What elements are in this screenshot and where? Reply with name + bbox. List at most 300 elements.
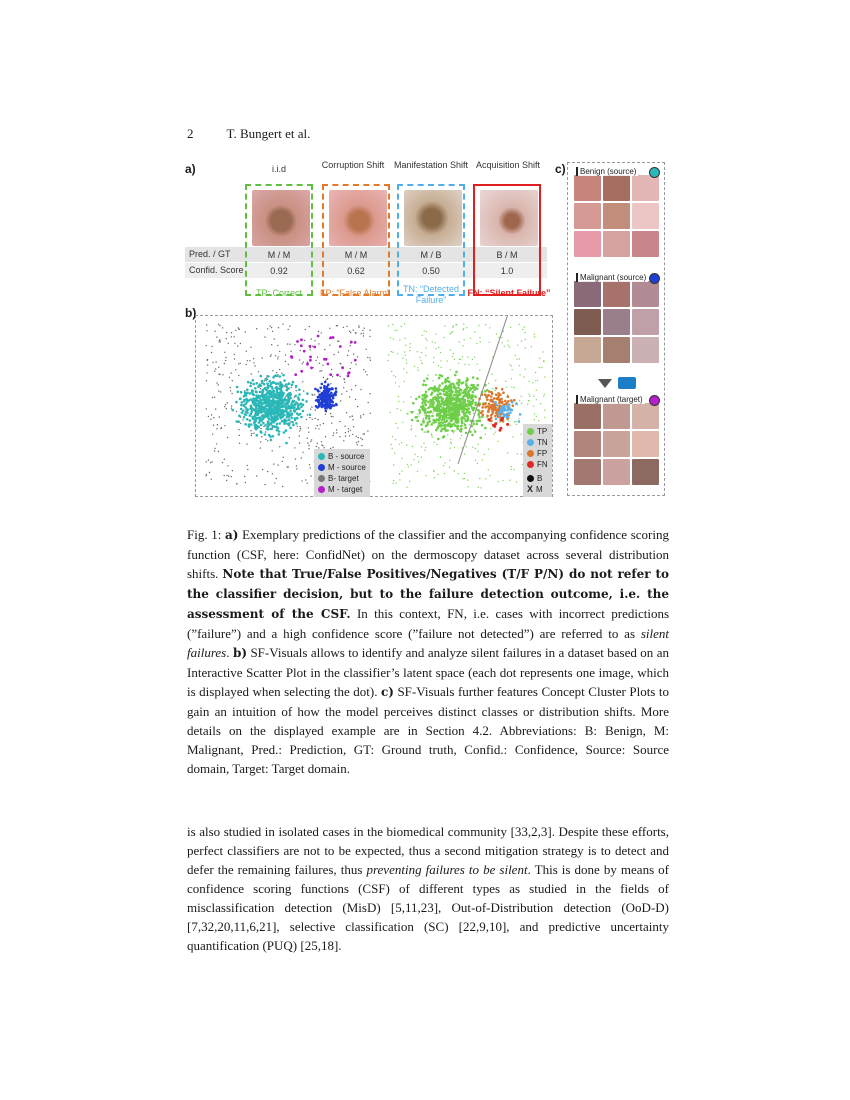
scatter-point-tp[interactable] xyxy=(434,385,437,388)
scatter-point-b-target[interactable] xyxy=(356,442,357,443)
scatter-point-b-target[interactable] xyxy=(224,459,225,460)
scatter-point-tp[interactable] xyxy=(447,411,450,414)
scatter-point-b-target[interactable] xyxy=(246,443,247,444)
scatter-point-b-target[interactable] xyxy=(300,350,301,351)
scatter-point-b-target[interactable] xyxy=(215,368,216,369)
scatter-point-tp[interactable] xyxy=(430,410,433,413)
scatter-point-fp[interactable] xyxy=(490,414,493,417)
scatter-point-b-target[interactable] xyxy=(308,448,309,449)
scatter-point-b-source[interactable] xyxy=(280,389,283,392)
scatter-point-tp[interactable] xyxy=(454,359,455,360)
scatter-point-tp[interactable] xyxy=(433,390,436,393)
scatter-point-tp[interactable] xyxy=(451,424,454,427)
scatter-point-b-target[interactable] xyxy=(363,369,364,370)
scatter-point-tp[interactable] xyxy=(409,481,410,482)
scatter-point-tp[interactable] xyxy=(474,386,477,389)
scatter-point-fp[interactable] xyxy=(495,398,498,401)
scatter-point-tp[interactable] xyxy=(426,377,429,380)
scatter-point-tp[interactable] xyxy=(509,364,510,365)
scatter-point-b-source[interactable] xyxy=(289,392,292,395)
scatter-point-b-target[interactable] xyxy=(311,406,312,407)
scatter-point-tp[interactable] xyxy=(443,416,446,419)
scatter-point-tp[interactable] xyxy=(467,486,468,487)
scatter-point-b-source[interactable] xyxy=(252,398,255,401)
scatter-point-b-target[interactable] xyxy=(282,486,283,487)
scatter-point-tp[interactable] xyxy=(444,462,445,463)
scatter-point-tp[interactable] xyxy=(485,478,486,479)
scatter-point-tp[interactable] xyxy=(433,470,434,471)
scatter-point-b-target[interactable] xyxy=(235,369,236,370)
scatter-point-tp[interactable] xyxy=(436,444,437,445)
scatter-point-b-target[interactable] xyxy=(265,431,266,432)
scatter-point-b-target[interactable] xyxy=(214,371,215,372)
scatter-point-b-target[interactable] xyxy=(358,441,359,442)
scatter-point-tp[interactable] xyxy=(450,388,453,391)
scatter-point-b-source[interactable] xyxy=(273,393,276,396)
scatter-point-b-source[interactable] xyxy=(257,414,260,417)
scatter-point-tp[interactable] xyxy=(454,374,457,377)
scatter-point-tp[interactable] xyxy=(433,380,434,381)
scatter-point-b-target[interactable] xyxy=(315,418,316,419)
scatter-point-tp[interactable] xyxy=(432,401,435,404)
scatter-point-tp[interactable] xyxy=(402,422,403,423)
scatter-point-b-target[interactable] xyxy=(211,461,212,462)
scatter-point-b-source[interactable] xyxy=(267,385,270,388)
scatter-point-b-target[interactable] xyxy=(234,354,235,355)
scatter-point-tp[interactable] xyxy=(406,444,407,445)
scatter-point-b-source[interactable] xyxy=(280,402,283,405)
scatter-point-tn[interactable] xyxy=(511,409,514,412)
scatter-point-tp[interactable] xyxy=(484,390,487,393)
scatter-point-b-target[interactable] xyxy=(262,357,263,358)
scatter-point-b-target[interactable] xyxy=(336,325,337,326)
scatter-point-b-target[interactable] xyxy=(236,411,237,412)
scatter-point-b-source[interactable] xyxy=(262,422,265,425)
scatter-point-tp[interactable] xyxy=(437,438,440,441)
scatter-point-b-target[interactable] xyxy=(340,400,341,401)
scatter-point-b-source[interactable] xyxy=(289,427,292,430)
scatter-point-b-target[interactable] xyxy=(302,363,303,364)
scatter-point-b-target[interactable] xyxy=(216,443,217,444)
scatter-point-tp[interactable] xyxy=(465,380,468,383)
scatter-point-b-target[interactable] xyxy=(230,387,231,388)
scatter-point-b-target[interactable] xyxy=(287,343,288,344)
scatter-point-fp[interactable] xyxy=(495,394,498,397)
scatter-point-b-target[interactable] xyxy=(350,368,351,369)
scatter-point-b-target[interactable] xyxy=(363,335,364,336)
scatter-point-b-target[interactable] xyxy=(272,331,273,332)
lesion-image-acquisition[interactable] xyxy=(480,190,538,246)
scatter-point-b-target[interactable] xyxy=(330,413,331,414)
scatter-point-b-target[interactable] xyxy=(325,379,326,380)
scatter-point-tp[interactable] xyxy=(398,396,399,397)
scatter-point-b-target[interactable] xyxy=(211,352,212,353)
scatter-point-b-target[interactable] xyxy=(336,429,337,430)
scatter-point-tp[interactable] xyxy=(528,400,529,401)
scatter-point-tp[interactable] xyxy=(466,387,469,390)
scatter-point-b-target[interactable] xyxy=(333,432,334,433)
scatter-point-tp[interactable] xyxy=(427,374,428,375)
scatter-point-b-target[interactable] xyxy=(245,331,246,332)
scatter-point-b-target[interactable] xyxy=(219,339,220,340)
scatter-point-b-target[interactable] xyxy=(212,362,213,363)
scatter-point-b-target[interactable] xyxy=(304,340,305,341)
scatter-point-b-target[interactable] xyxy=(246,364,247,365)
scatter-point-fp[interactable] xyxy=(489,405,492,408)
scatter-point-b-target[interactable] xyxy=(346,412,347,413)
scatter-point-tp[interactable] xyxy=(422,335,423,336)
scatter-point-tp[interactable] xyxy=(441,375,444,378)
scatter-point-b-target[interactable] xyxy=(355,385,356,386)
scatter-point-m-source[interactable] xyxy=(330,392,333,395)
scatter-point-b-target[interactable] xyxy=(369,357,370,358)
scatter-point-tp[interactable] xyxy=(465,383,468,386)
scatter-point-tp[interactable] xyxy=(400,410,401,411)
scatter-point-tp[interactable] xyxy=(428,388,431,391)
scatter-point-b-source[interactable] xyxy=(253,403,256,406)
scatter-point-b-source[interactable] xyxy=(263,408,266,411)
scatter-point-tp[interactable] xyxy=(425,431,426,432)
scatter-point-b-target[interactable] xyxy=(282,324,283,325)
scatter-point-b-target[interactable] xyxy=(321,444,322,445)
scatter-point-b-source[interactable] xyxy=(300,405,303,408)
scatter-point-b-target[interactable] xyxy=(218,324,219,325)
scatter-point-tp[interactable] xyxy=(409,411,410,412)
scatter-point-tp[interactable] xyxy=(391,351,392,352)
scatter-point-tp[interactable] xyxy=(493,434,494,435)
scatter-point-tp[interactable] xyxy=(426,331,427,332)
scatter-point-b-source[interactable] xyxy=(248,423,251,426)
scatter-point-b-source[interactable] xyxy=(292,424,295,427)
scatter-point-b-source[interactable] xyxy=(256,400,259,403)
scatter-point-b-target[interactable] xyxy=(307,483,308,484)
scatter-point-tp[interactable] xyxy=(418,416,419,417)
scatter-point-b-target[interactable] xyxy=(291,387,292,388)
scatter-point-tp[interactable] xyxy=(543,396,544,397)
scatter-point-b-source[interactable] xyxy=(272,390,275,393)
scatter-point-b-target[interactable] xyxy=(348,350,349,351)
scatter-point-b-source[interactable] xyxy=(266,395,269,398)
scatter-point-tp[interactable] xyxy=(514,387,515,388)
scatter-point-tp[interactable] xyxy=(536,399,537,400)
scatter-point-b-target[interactable] xyxy=(260,388,261,389)
scatter-point-tp[interactable] xyxy=(427,407,430,410)
scatter-point-b-target[interactable] xyxy=(287,466,288,467)
scatter-point-fp[interactable] xyxy=(486,415,489,418)
scatter-point-b-target[interactable] xyxy=(360,389,361,390)
scatter-point-tp[interactable] xyxy=(544,394,545,395)
scatter-point-tp[interactable] xyxy=(425,425,428,428)
scatter-point-b-target[interactable] xyxy=(331,369,332,370)
scatter-point-tp[interactable] xyxy=(417,413,418,414)
scatter-point-tp[interactable] xyxy=(511,386,512,387)
scatter-point-fn[interactable] xyxy=(501,417,504,420)
scatter-point-b-target[interactable] xyxy=(349,396,350,397)
scatter-point-tp[interactable] xyxy=(456,381,459,384)
scatter-point-b-target[interactable] xyxy=(240,343,241,344)
scatter-point-tp[interactable] xyxy=(472,407,475,410)
scatter-point-b-source[interactable] xyxy=(272,435,275,438)
scatter-point-m-target[interactable] xyxy=(294,373,297,376)
scatter-point-tp[interactable] xyxy=(482,459,483,460)
scatter-point-b-source[interactable] xyxy=(245,394,248,397)
scatter-point-b-target[interactable] xyxy=(267,440,268,441)
scatter-point-b-target[interactable] xyxy=(251,373,252,374)
scatter-point-b-target[interactable] xyxy=(206,461,207,462)
scatter-point-b-target[interactable] xyxy=(360,417,361,418)
scatter-point-b-source[interactable] xyxy=(280,394,283,397)
scatter-point-tp[interactable] xyxy=(442,422,445,425)
scatter-point-b-target[interactable] xyxy=(345,436,346,437)
scatter-point-tp[interactable] xyxy=(539,367,540,368)
scatter-point-b-target[interactable] xyxy=(214,448,215,449)
scatter-point-tp[interactable] xyxy=(419,411,422,414)
scatter-point-b-target[interactable] xyxy=(263,426,264,427)
scatter-point-b-target[interactable] xyxy=(321,332,322,333)
scatter-point-tp[interactable] xyxy=(481,424,484,427)
scatter-point-b-target[interactable] xyxy=(369,336,370,337)
scatter-point-b-target[interactable] xyxy=(340,376,341,377)
scatter-point-tp[interactable] xyxy=(417,456,418,457)
scatter-point-tp[interactable] xyxy=(474,357,475,358)
scatter-point-b-source[interactable] xyxy=(259,409,262,412)
scatter-point-b-source[interactable] xyxy=(250,413,253,416)
scatter-point-b-source[interactable] xyxy=(271,418,274,421)
scatter-point-b-target[interactable] xyxy=(284,385,285,386)
scatter-point-tp[interactable] xyxy=(496,333,497,334)
scatter-point-tp[interactable] xyxy=(446,388,449,391)
scatter-point-tp[interactable] xyxy=(454,404,457,407)
scatter-point-tp[interactable] xyxy=(433,412,434,413)
scatter-point-tp[interactable] xyxy=(393,375,394,376)
scatter-point-tp[interactable] xyxy=(533,405,534,406)
scatter-point-b-target[interactable] xyxy=(231,405,232,406)
scatter-point-b-source[interactable] xyxy=(252,379,255,382)
scatter-point-b-target[interactable] xyxy=(317,443,318,444)
scatter-point-tp[interactable] xyxy=(396,482,397,483)
scatter-point-b-source[interactable] xyxy=(280,417,283,420)
scatter-point-tp[interactable] xyxy=(440,456,441,457)
scatter-point-tp[interactable] xyxy=(396,330,397,331)
scatter-point-b-target[interactable] xyxy=(350,430,351,431)
scatter-point-tp[interactable] xyxy=(454,470,455,471)
scatter-point-tp[interactable] xyxy=(443,424,446,427)
scatter-point-b-source[interactable] xyxy=(275,405,278,408)
scatter-point-tp[interactable] xyxy=(434,396,437,399)
scatter-point-tp[interactable] xyxy=(387,360,388,361)
scatter-point-tp[interactable] xyxy=(517,345,518,346)
scatter-point-tp[interactable] xyxy=(426,475,427,476)
scatter-point-tp[interactable] xyxy=(524,332,525,333)
scatter-point-tp[interactable] xyxy=(456,419,459,422)
scatter-point-tp[interactable] xyxy=(478,487,479,488)
scatter-point-tp[interactable] xyxy=(466,446,467,447)
scatter-point-tp[interactable] xyxy=(461,417,464,420)
scatter-point-b-target[interactable] xyxy=(319,370,320,371)
scatter-point-b-source[interactable] xyxy=(231,409,234,412)
scatter-point-b-source[interactable] xyxy=(273,425,276,428)
scatter-point-b-source[interactable] xyxy=(258,395,261,398)
scatter-point-tp[interactable] xyxy=(459,341,460,342)
scatter-point-b-source[interactable] xyxy=(288,419,291,422)
scatter-point-fp[interactable] xyxy=(502,391,505,394)
scatter-point-tp[interactable] xyxy=(516,358,517,359)
scatter-point-b-target[interactable] xyxy=(251,433,252,434)
scatter-point-tp[interactable] xyxy=(474,401,477,404)
scatter-point-tp[interactable] xyxy=(410,343,411,344)
scatter-point-tp[interactable] xyxy=(437,390,440,393)
scatter-point-tp[interactable] xyxy=(453,394,456,397)
scatter-point-tn[interactable] xyxy=(494,401,497,404)
scatter-point-b-source[interactable] xyxy=(235,401,238,404)
scatter-point-b-target[interactable] xyxy=(238,429,239,430)
scatter-point-tp[interactable] xyxy=(464,427,467,430)
scatter-point-b-source[interactable] xyxy=(294,395,297,398)
scatter-point-b-target[interactable] xyxy=(212,397,213,398)
scatter-point-b-target[interactable] xyxy=(272,473,273,474)
scatter-point-b-source[interactable] xyxy=(260,405,263,408)
scatter-point-tp[interactable] xyxy=(462,345,463,346)
scatter-point-tp[interactable] xyxy=(521,403,522,404)
scatter-point-m-source[interactable] xyxy=(324,389,327,392)
scatter-point-tp[interactable] xyxy=(479,337,480,338)
scatter-point-b-target[interactable] xyxy=(352,434,353,435)
scatter-point-tp[interactable] xyxy=(390,337,391,338)
scatter-point-tn[interactable] xyxy=(519,413,522,416)
scatter-point-tp[interactable] xyxy=(474,395,475,396)
scatter-point-m-target[interactable] xyxy=(350,341,353,344)
scatter-point-tp[interactable] xyxy=(456,427,459,430)
scatter-point-tn[interactable] xyxy=(503,405,506,408)
scatter-point-m-target[interactable] xyxy=(296,340,299,343)
scatter-point-tp[interactable] xyxy=(479,437,482,440)
scatter-point-tp[interactable] xyxy=(533,395,534,396)
scatter-point-b-target[interactable] xyxy=(254,365,255,366)
scatter-point-b-source[interactable] xyxy=(256,434,259,437)
scatter-point-tp[interactable] xyxy=(390,412,391,413)
scatter-point-b-source[interactable] xyxy=(283,431,286,434)
scatter-point-b-target[interactable] xyxy=(206,324,207,325)
scatter-point-tp[interactable] xyxy=(465,393,468,396)
scatter-point-tp[interactable] xyxy=(462,407,465,410)
scatter-point-tp[interactable] xyxy=(426,414,429,417)
scatter-point-b-target[interactable] xyxy=(311,338,312,339)
scatter-point-b-source[interactable] xyxy=(253,418,256,421)
scatter-point-fp[interactable] xyxy=(488,390,491,393)
scatter-point-tp[interactable] xyxy=(425,404,428,407)
scatter-point-b-source[interactable] xyxy=(275,419,278,422)
scatter-point-tp[interactable] xyxy=(425,417,428,420)
scatter-point-b-source[interactable] xyxy=(296,417,299,420)
scatter-point-tp[interactable] xyxy=(392,324,393,325)
scatter-point-b-target[interactable] xyxy=(232,380,233,381)
scatter-point-b-target[interactable] xyxy=(260,447,261,448)
scatter-point-tn[interactable] xyxy=(495,418,498,421)
scatter-point-b-source[interactable] xyxy=(278,409,281,412)
scatter-point-b-target[interactable] xyxy=(211,414,212,415)
scatter-point-b-target[interactable] xyxy=(206,474,207,475)
scatter-point-tp[interactable] xyxy=(477,463,478,464)
scatter-point-b-source[interactable] xyxy=(267,425,270,428)
scatter-point-tp[interactable] xyxy=(485,434,486,435)
scatter-point-tp[interactable] xyxy=(423,380,426,383)
scatter-point-tp[interactable] xyxy=(519,365,520,366)
scatter-point-b-source[interactable] xyxy=(283,422,286,425)
scatter-point-b-target[interactable] xyxy=(346,391,347,392)
scatter-point-b-source[interactable] xyxy=(254,410,257,413)
scatter-point-m-source[interactable] xyxy=(316,389,319,392)
scatter-point-b-target[interactable] xyxy=(206,345,207,346)
scatter-point-b-source[interactable] xyxy=(264,411,267,414)
scatter-point-m-source[interactable] xyxy=(328,390,331,393)
scatter-point-tp[interactable] xyxy=(420,423,423,426)
scatter-point-tp[interactable] xyxy=(464,473,465,474)
scatter-point-tp[interactable] xyxy=(420,406,423,409)
scatter-point-b-target[interactable] xyxy=(299,359,300,360)
scatter-point-fp[interactable] xyxy=(482,414,485,417)
scatter-point-b-target[interactable] xyxy=(325,436,326,437)
scatter-point-m-target[interactable] xyxy=(339,345,342,348)
scatter-point-b-target[interactable] xyxy=(317,425,318,426)
scatter-point-b-target[interactable] xyxy=(213,425,214,426)
scatter-point-b-target[interactable] xyxy=(270,325,271,326)
scatter-point-b-target[interactable] xyxy=(270,356,271,357)
scatter-point-b-target[interactable] xyxy=(281,373,282,374)
scatter-point-b-source[interactable] xyxy=(237,420,240,423)
scatter-point-m-target[interactable] xyxy=(329,373,332,376)
scatter-point-b-target[interactable] xyxy=(332,435,333,436)
scatter-point-tp[interactable] xyxy=(411,419,414,422)
scatter-point-tp[interactable] xyxy=(477,384,480,387)
scatter-point-b-target[interactable] xyxy=(258,371,259,372)
scatter-point-tp[interactable] xyxy=(404,351,405,352)
scatter-point-tp[interactable] xyxy=(458,392,461,395)
scatter-point-tp[interactable] xyxy=(518,418,519,419)
scatter-point-b-target[interactable] xyxy=(271,327,272,328)
scatter-point-tp[interactable] xyxy=(513,469,514,470)
scatter-point-tp[interactable] xyxy=(492,388,493,389)
scatter-point-tp[interactable] xyxy=(452,415,455,418)
scatter-point-m-source[interactable] xyxy=(314,388,317,391)
scatter-point-tp[interactable] xyxy=(434,420,437,423)
scatter-point-tp[interactable] xyxy=(465,432,468,435)
scatter-point-b-source[interactable] xyxy=(267,399,270,402)
scatter-point-m-source[interactable] xyxy=(319,387,322,390)
scatter-point-tp[interactable] xyxy=(416,420,419,423)
scatter-point-b-target[interactable] xyxy=(345,432,346,433)
scatter-point-tp[interactable] xyxy=(388,325,389,326)
scatter-point-fp[interactable] xyxy=(486,398,489,401)
scatter-point-tp[interactable] xyxy=(444,326,445,327)
scatter-point-tp[interactable] xyxy=(489,342,490,343)
scatter-point-b-source[interactable] xyxy=(276,429,279,432)
scatter-point-m-source[interactable] xyxy=(325,410,328,413)
scatter-point-b-target[interactable] xyxy=(310,441,311,442)
scatter-point-b-target[interactable] xyxy=(289,344,290,345)
scatter-point-tp[interactable] xyxy=(544,417,545,418)
scatter-point-tp[interactable] xyxy=(463,395,466,398)
scatter-point-m-target[interactable] xyxy=(354,359,357,362)
scatter-point-b-target[interactable] xyxy=(307,362,308,363)
scatter-point-b-target[interactable] xyxy=(238,363,239,364)
scatter-point-b-target[interactable] xyxy=(215,361,216,362)
scatter-point-tp[interactable] xyxy=(538,420,539,421)
scatter-point-tp[interactable] xyxy=(471,434,474,437)
scatter-point-m-source[interactable] xyxy=(334,394,337,397)
scatter-point-tp[interactable] xyxy=(435,406,438,409)
scatter-point-b-target[interactable] xyxy=(253,433,254,434)
scatter-point-b-target[interactable] xyxy=(226,475,227,476)
